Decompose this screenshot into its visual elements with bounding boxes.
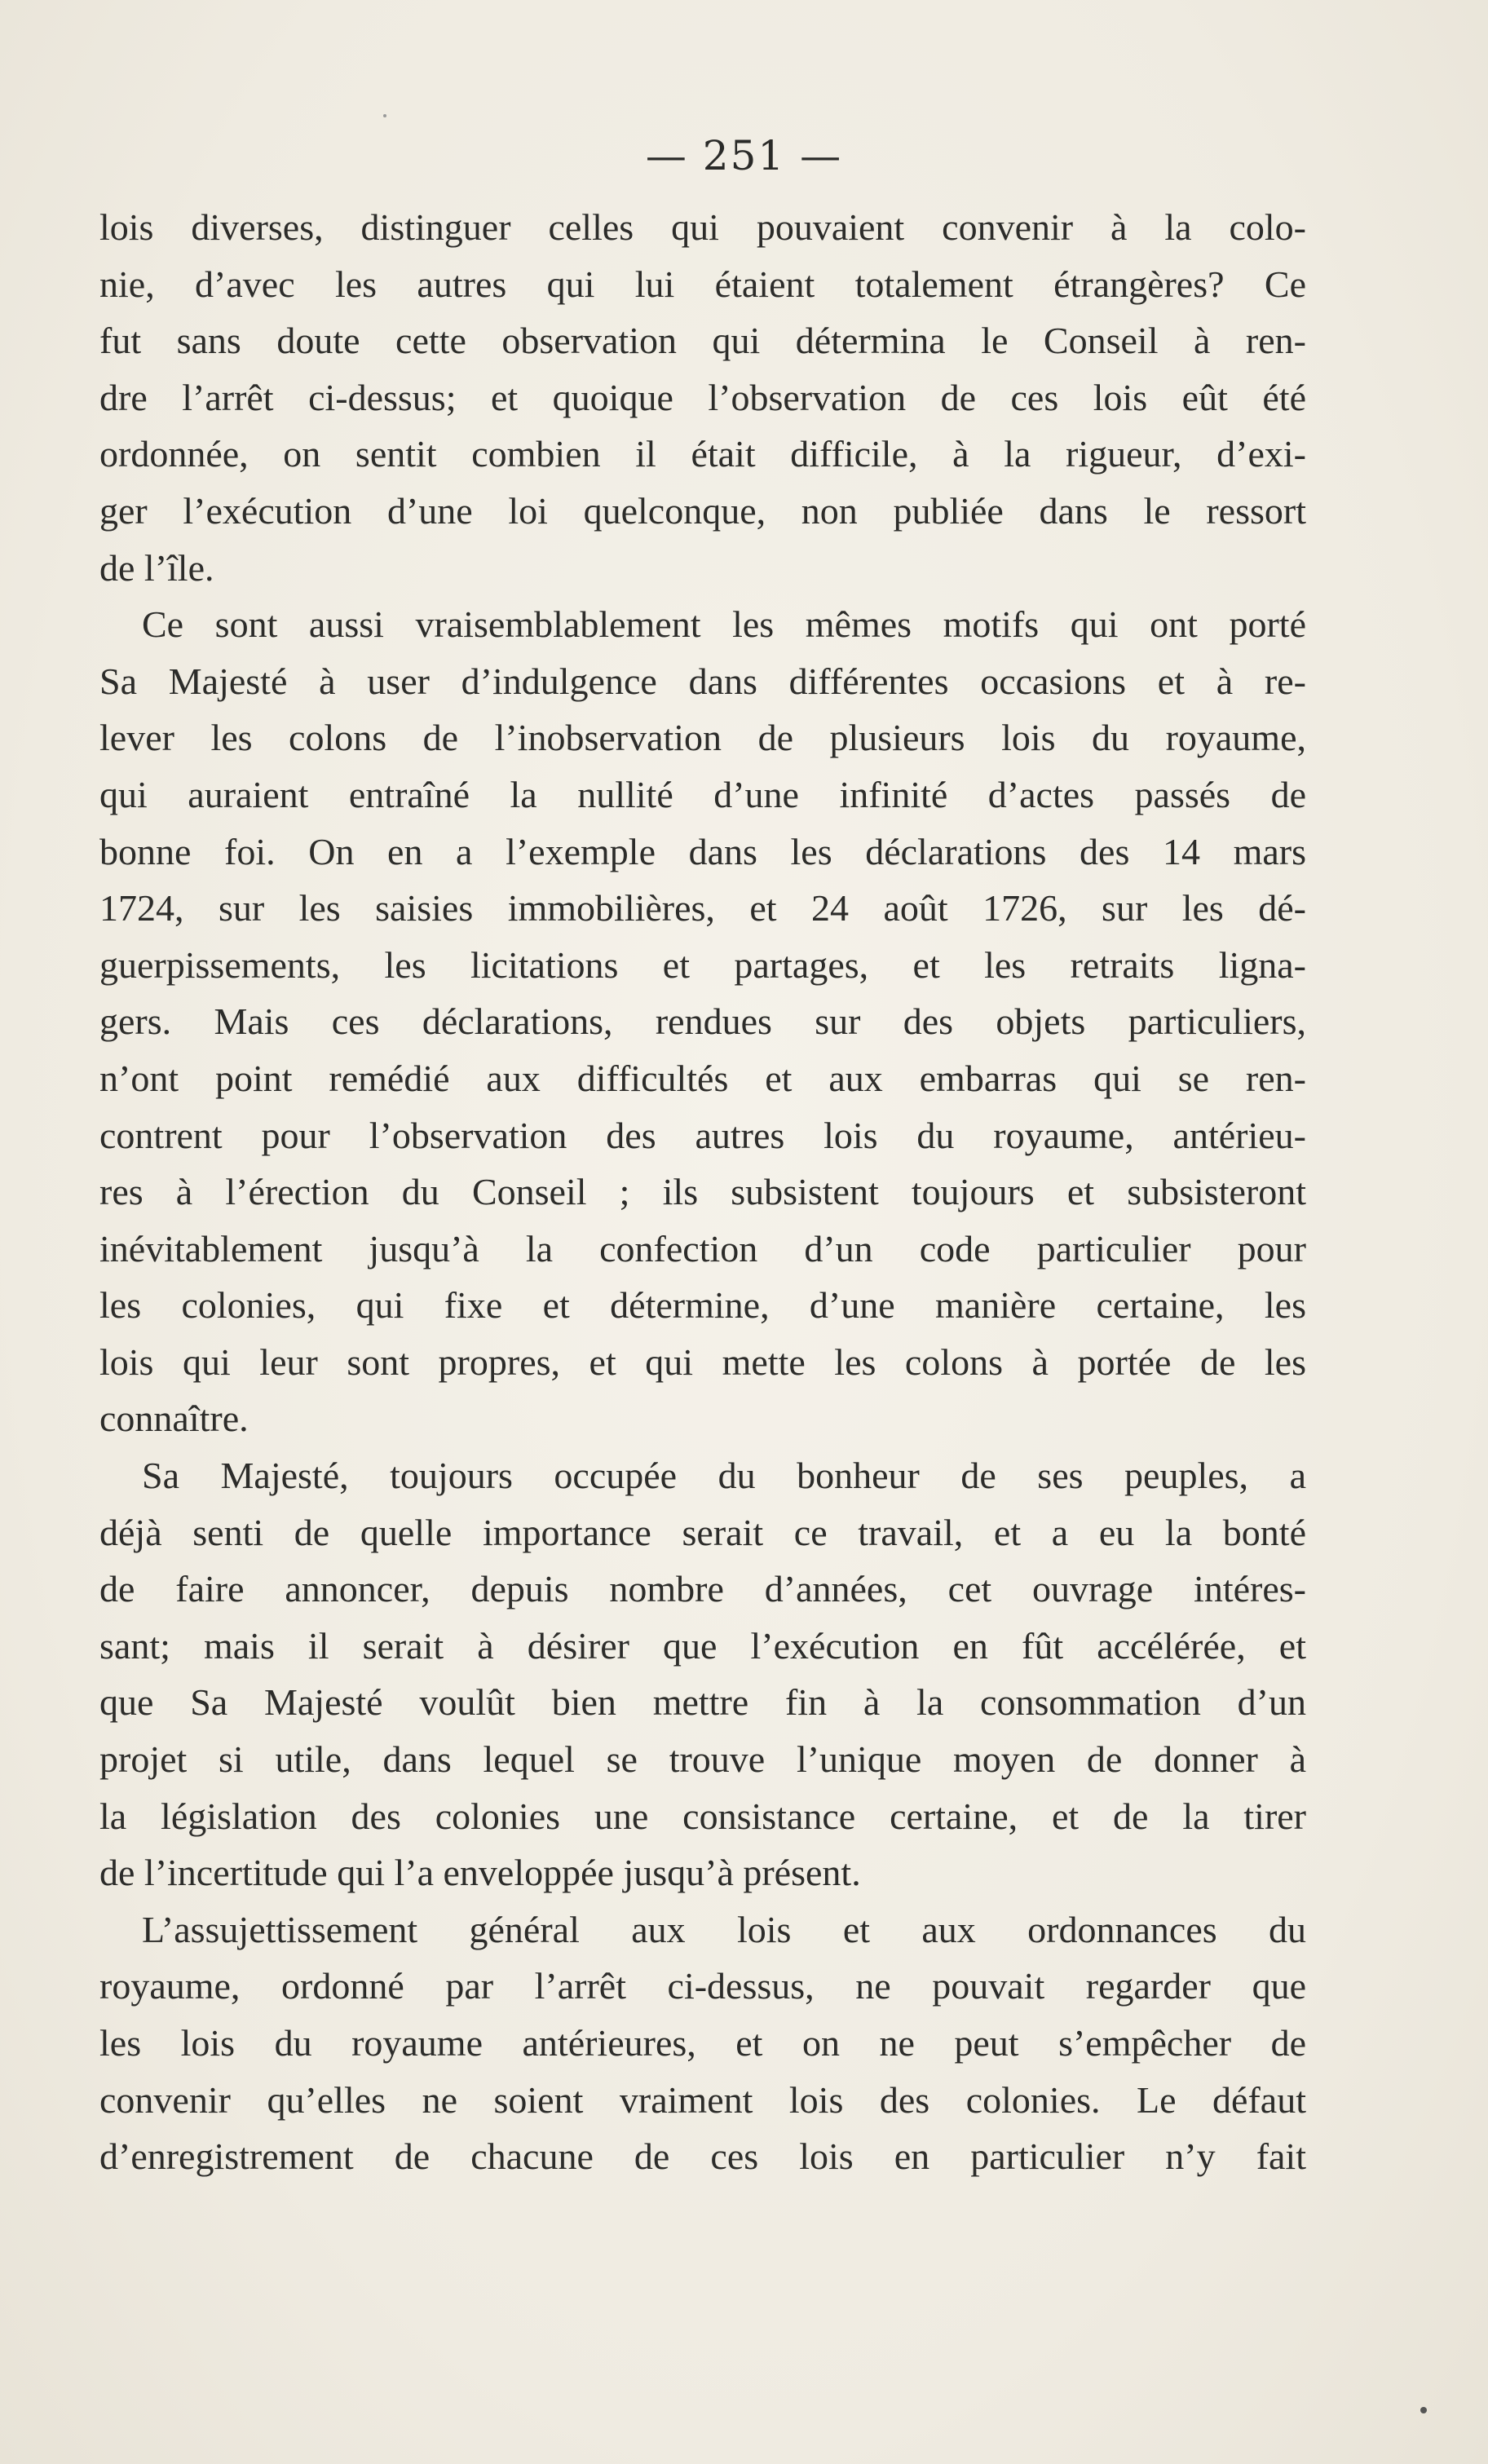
text-line: projet si utile, dans lequel se trouve l’unique moyen de donner à xyxy=(99,1738,1306,1781)
text-line: que Sa Majesté voulût bien mettre fin à la consommation d’un xyxy=(99,1681,1306,1724)
text-line: ger l’exécution d’une loi quelconque, non publiée dans le ressort xyxy=(99,489,1306,532)
text-line: de l’incertitude qui l’a enveloppée jusqu’à présent. xyxy=(99,1852,861,1894)
text-line: lois diverses, distinguer celles qui pouvaient convenir à la colo- xyxy=(99,206,1306,248)
text-line: les colonies, qui fixe et détermine, d’une manière certaine, les xyxy=(99,1284,1306,1327)
text-line: inévitablement jusqu’à la confection d’un code particulier pour xyxy=(99,1227,1306,1270)
paper-speck xyxy=(383,114,386,117)
text-line: les lois du royaume antérieures, et on ne peut s’empêcher de xyxy=(99,2022,1306,2064)
text-line: nie, d’avec les autres qui lui étaient totalement étrangères? Ce xyxy=(99,263,1306,305)
text-line: n’ont point remédié aux difficultés et aux embarras qui se ren- xyxy=(99,1057,1306,1099)
text-line: Sa Majesté, toujours occupée du bonheur de ses peuples, a xyxy=(142,1455,1306,1497)
text-line: lever les colons de l’inobservation de plusieurs lois du royaume, xyxy=(99,717,1306,759)
text-line: de l’île. xyxy=(99,546,214,589)
paper-speck xyxy=(1420,2407,1427,2413)
text-line: dre l’arrêt ci-dessus; et quoique l’observation de ces lois eût été xyxy=(99,376,1306,418)
text-line: Sa Majesté à user d’indulgence dans différentes occasions et à re- xyxy=(99,660,1306,702)
text-line: Ce sont aussi vraisemblablement les mêmes motifs qui ont porté xyxy=(142,603,1306,646)
text-line: fut sans doute cette observation qui détermina le Conseil à ren- xyxy=(99,320,1306,362)
text-line: convenir qu’elles ne soient vraiment lois des colonies. Le défaut xyxy=(99,2078,1306,2121)
text-line: connaître. xyxy=(99,1398,249,1440)
text-line: contrent pour l’observation des autres lois du royaume, antérieu- xyxy=(99,1114,1306,1156)
text-line: déjà senti de quelle importance serait ce travail, et a eu la bonté xyxy=(99,1511,1306,1553)
text-line: res à l’érection du Conseil ; ils subsistent toujours et subsisteront xyxy=(99,1171,1306,1213)
text-line: lois qui leur sont propres, et qui mette les colons à portée de les xyxy=(99,1340,1306,1383)
page-number: — 251 — xyxy=(645,132,843,179)
text-line: qui auraient entraîné la nullité d’une infinité d’actes passés de xyxy=(99,773,1306,815)
text-line: gers. Mais ces déclarations, rendues sur des objets particuliers, xyxy=(99,1000,1306,1043)
text-line: bonne foi. On en a l’exemple dans les déclarations des 14 mars xyxy=(99,830,1306,872)
text-line: 1724, sur les saisies immobilières, et 24 août 1726, sur les dé- xyxy=(99,887,1306,930)
text-line: de faire annoncer, depuis nombre d’années, cet ouvrage intéres- xyxy=(99,1568,1306,1610)
text-line: royaume, ordonné par l’arrêt ci-dessus, ne pouvait regarder que xyxy=(99,1965,1306,2007)
text-line: d’enregistrement de chacune de ces lois en particulier n’y fait xyxy=(99,2135,1306,2178)
text-line: la législation des colonies une consistance certaine, et de la tirer xyxy=(99,1795,1306,1837)
text-line: L’assujettissement général aux lois et aux ordonnances du xyxy=(142,1908,1306,1950)
text-line: ordonnée, on sentit combien il était difficile, à la rigueur, d’exi- xyxy=(99,433,1306,475)
text-line: sant; mais il serait à désirer que l’exécution en fût accélérée, et xyxy=(99,1624,1306,1667)
text-line: guerpissements, les licitations et partages, et les retraits ligna- xyxy=(99,943,1306,986)
body-text xyxy=(99,199,1306,2185)
